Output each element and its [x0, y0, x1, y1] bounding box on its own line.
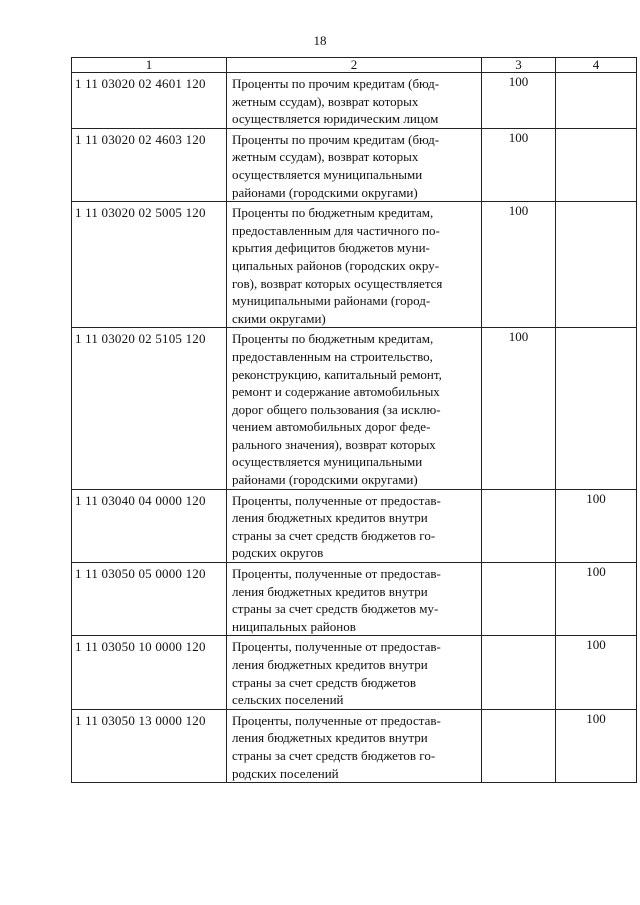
description-line: страны за счет средств бюджетов му- — [232, 601, 439, 617]
revenue-description-cell — [227, 73, 482, 129]
description-line: крытия дефицитов бюджетов муни- — [232, 240, 430, 256]
revenue-description-cell — [227, 202, 482, 328]
table-row — [72, 709, 637, 782]
description-line: чением автомобильных дорог феде- — [232, 419, 431, 435]
column-4-value — [556, 128, 637, 201]
column-header-4: 4 — [556, 58, 637, 73]
table-row — [72, 73, 637, 129]
revenue-description-cell — [227, 128, 482, 201]
column-header-2: 2 — [227, 58, 482, 73]
revenue-description-cell — [227, 563, 482, 636]
description-line: ления бюджетных кредитов внутри — [232, 583, 428, 599]
budget-code-cell: 1 11 03020 02 4603 120 — [72, 128, 227, 201]
revenue-description-cell — [227, 489, 482, 562]
description-line: родских округов — [232, 545, 324, 561]
description-line: жетным ссудам), возврат которых — [232, 149, 419, 165]
description-line: предоставленным на строительство, — [232, 348, 433, 364]
description-line: Проценты, полученные от предостав- — [232, 492, 441, 508]
budget-code-cell: 1 11 03020 02 5005 120 — [72, 202, 227, 328]
column-4-value: 100 — [556, 563, 637, 636]
column-3-value — [482, 709, 556, 782]
description-line: Проценты по бюджетным кредитам, — [232, 205, 434, 221]
column-header-3: 3 — [482, 58, 556, 73]
column-4-value: 100 — [556, 489, 637, 562]
column-3-value — [482, 636, 556, 709]
revenue-description-cell — [227, 636, 482, 709]
description-line: жетным ссудам), возврат которых — [232, 93, 419, 109]
description-line: ремонт и содержание автомобильных — [232, 384, 440, 400]
column-number-header-row — [72, 58, 637, 73]
description-line: страны за счет средств бюджетов го- — [232, 527, 436, 543]
description-line: ципальных районов (городских окру- — [232, 257, 440, 273]
description-line: осуществляется муниципальными — [232, 454, 423, 470]
table-row — [72, 328, 637, 489]
description-line: Проценты по бюджетным кредитам, — [232, 331, 434, 347]
description-line: дорог общего пользования (за исклю- — [232, 401, 441, 417]
description-line: ниципальных районов — [232, 618, 356, 634]
description-line: предоставленным для частичного по- — [232, 222, 440, 238]
budget-code-cell: 1 11 03040 04 0000 120 — [72, 489, 227, 562]
column-4-value — [556, 328, 637, 489]
description-line: рального значения), возврат которых — [232, 436, 436, 452]
description-line: Проценты по прочим кредитам (бюд- — [232, 131, 440, 147]
description-line: осуществляется муниципальными — [232, 166, 423, 182]
budget-code-cell: 1 11 03020 02 4601 120 — [72, 73, 227, 129]
budget-code-cell: 1 11 03020 02 5105 120 — [72, 328, 227, 489]
budget-classification-table — [71, 57, 637, 783]
revenue-description-cell — [227, 709, 482, 782]
column-4-value — [556, 202, 637, 328]
table-row — [72, 636, 637, 709]
column-3-value — [482, 563, 556, 636]
description-line: гов), возврат которых осуществляется — [232, 275, 443, 291]
description-line: страны за счет средств бюджетов го- — [232, 747, 436, 763]
column-4-value: 100 — [556, 709, 637, 782]
budget-code-cell: 1 11 03050 13 0000 120 — [72, 709, 227, 782]
table-body — [72, 73, 637, 783]
description-line: районами (городскими округами) — [232, 184, 418, 200]
description-line: ления бюджетных кредитов внутри — [232, 657, 428, 672]
column-4-value: 100 — [556, 636, 637, 709]
description-line: сельских поселений — [232, 692, 344, 708]
description-line: страны за счет средств бюджетов — [232, 674, 417, 690]
column-3-value: 100 — [482, 128, 556, 201]
column-3-value: 100 — [482, 328, 556, 489]
description-line: родских поселений — [232, 765, 339, 781]
table-row — [72, 202, 637, 328]
column-3-value: 100 — [482, 73, 556, 129]
table-row — [72, 563, 637, 636]
table-row — [72, 128, 637, 201]
description-line: Проценты по прочим кредитам (бюд- — [232, 76, 440, 91]
description-line: районами (городскими округами) — [232, 472, 418, 488]
description-line: скими округами) — [232, 310, 326, 326]
budget-code-cell: 1 11 03050 05 0000 120 — [72, 563, 227, 636]
budget-code-cell: 1 11 03050 10 0000 120 — [72, 636, 227, 709]
description-line: муниципальными районами (город- — [232, 293, 431, 309]
revenue-description-cell — [227, 328, 482, 489]
description-line: Проценты, полученные от предостав- — [232, 712, 441, 728]
description-line: Проценты, полученные от предостав- — [232, 566, 441, 582]
column-4-value — [556, 73, 637, 129]
description-line: ления бюджетных кредитов внутри — [232, 510, 428, 526]
column-header-1: 1 — [72, 58, 227, 73]
page-number: 18 — [313, 33, 327, 48]
description-line: осуществляется юридическим лицом — [232, 111, 439, 127]
description-line: Проценты, полученные от предостав- — [232, 639, 441, 655]
column-3-value: 100 — [482, 202, 556, 328]
column-3-value — [482, 489, 556, 562]
description-line: ления бюджетных кредитов внутри — [232, 730, 428, 746]
description-line: реконструкцию, капитальный ремонт, — [232, 366, 442, 382]
table-row — [72, 489, 637, 562]
